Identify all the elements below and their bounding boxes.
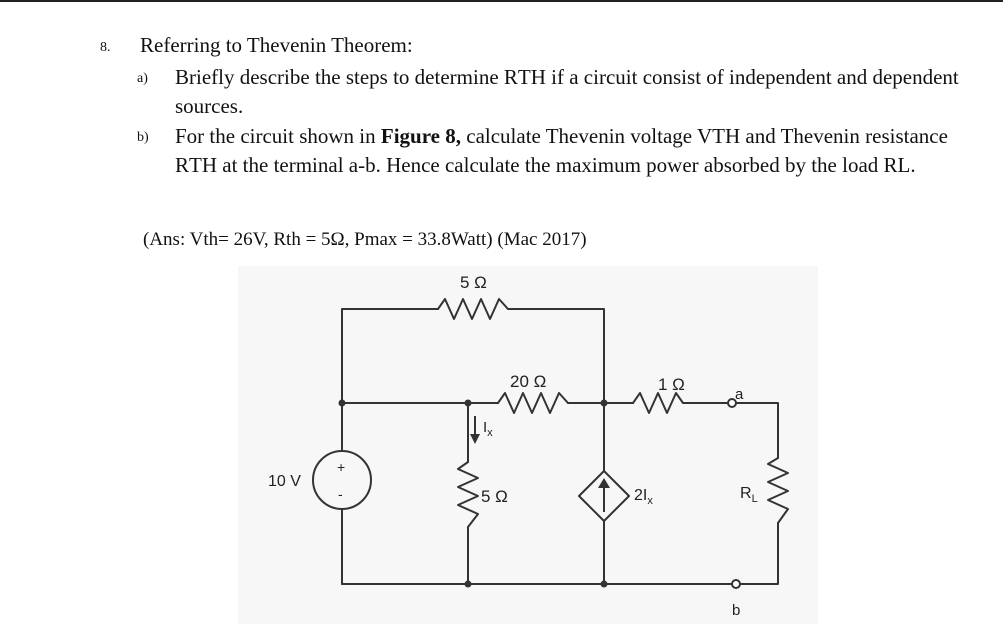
- part-a-label: a): [137, 71, 148, 86]
- node-mid: [465, 400, 472, 407]
- subscript-th: TH: [517, 65, 546, 89]
- part-b-label: b): [137, 130, 149, 145]
- node-left: [339, 400, 346, 407]
- label-terminal-b: b: [732, 602, 741, 619]
- part-b-text: For the circuit shown in Figure 8, calculate Thevenin voltage VTH and Thevenin resistance RTH at the terminal a-b. Hence calculate the maximum power absorbed by the load RL.: [175, 124, 948, 177]
- label-r-vertical: 5 Ω: [481, 487, 508, 506]
- label-dependent-source: $2I_x$: [634, 487, 653, 507]
- label-load: $R_L$: [740, 485, 758, 505]
- figure-reference: Figure 8,: [380, 124, 461, 148]
- part-a-text: Briefly describe the steps to determine RTH if a circuit consist of independent and dependent sources.: [175, 65, 959, 118]
- label-r-mid: 20 Ω: [510, 372, 547, 391]
- question-number: 8.: [100, 40, 111, 55]
- terminal-b-node: [732, 580, 740, 588]
- question-title: Referring to Thevenin Theorem:: [140, 33, 413, 57]
- node-bottom-right: [601, 581, 608, 588]
- label-ix: $I_x$: [483, 419, 493, 439]
- top-rule: [0, 0, 1003, 2]
- label-source: 10 V: [268, 473, 301, 490]
- label-r-top: 5 Ω: [460, 273, 487, 292]
- label-r-right: 1 Ω: [658, 375, 685, 394]
- node-right: [601, 400, 608, 407]
- label-minus: -: [338, 486, 343, 502]
- circuit-diagram: [238, 266, 818, 624]
- label-terminal-a: a: [735, 386, 744, 403]
- node-bottom-mid: [465, 581, 472, 588]
- answer-line: (Ans: Vth= 26V, Rth = 5Ω, Pmax = 33.8Watt) (Mac 2017): [143, 229, 587, 250]
- label-plus: +: [337, 459, 346, 475]
